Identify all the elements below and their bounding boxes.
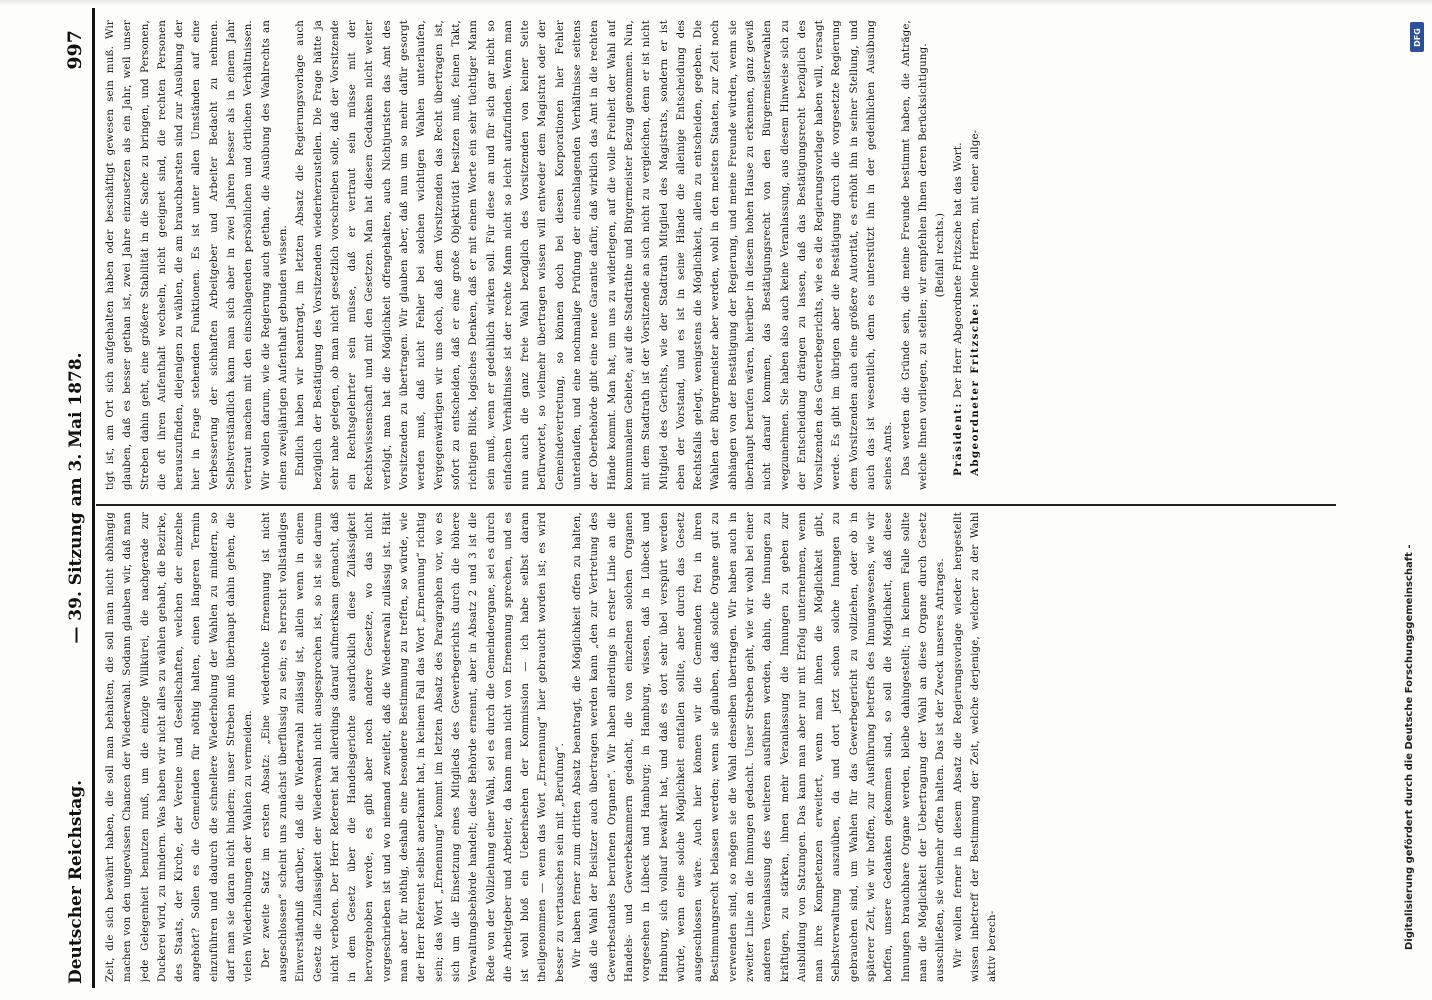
- page-header: [62, 8, 95, 988]
- right-paragraph-2: Endlich haben wir beantragt, im letzten Absatz die Regierungsvorlage auch bezüglich der Bestätigung des Vorsitzenden wiederherzustellen. Die Frage hätte ja sehr nahe gelegen, ob man nicht gesetzlich vorschreiben solle, daß der Vorsitzende ein Rechtsgelehrter sein müsse, daß er vertraut sein müsse mit der Rechtswissenschaft und mit den Gesetzen. Man hat diesen Gedanken nicht weiter verfolgt, man hat die Möglichkeit offengehalten, auch Nichtjuristen das Amt des Vorsitzenden zu übertragen. Wir glauben aber, daß nun um so mehr dafür gesorgt werden muß, daß nicht Fehler bei solchen wichtigen Wahlen unterlaufen, Vergegenwärtigen wir uns doch, daß dem Vorsitzenden das Recht übertragen ist, sofort zu entscheiden, daß er eine große Objektivität besitzen muß, feinen Takt, richtigen Blick, logisches Denken, daß er mit einem Worte ein sehr tüchtiger Mann sein muß, wenn er gedeihlich wirken soll. Für diese an und für sich gar nicht so einfachen Verhältnisse ist der rechte Mann nicht so leicht aufzufinden. Wenn man nun auch die ganz freie Wahl bezüglich des Vorsitzenden von keiner Seite befürwortet, so vielmehr übertragen wissen will entweder dem Magistrat oder der Gemeindevertretung, so können doch bei diesen Korporationen hier Fehler unterlaufen, und eine nochmalige Prüfung der einschlagenden Verhältnisse seitens der Oberbehörde gibt eine neue Garantie dafür, daß wirklich das Amt in die rechten Hände kommt. Man hat, um uns zu widerlegen, auf die volle Freiheit der Wahl auf kommunalem Gebiete, auf die Stadträthe und Bürgermeister Bezug genommen. Nun, mit dem Stadtrath ist der Vorsitzende an sich nicht zu vergleichen, denn er ist nicht Mitglied des Gerichts, wie der Stadtrath Mitglied des Magistrats, sondern er ist eben der Vorstand, und es ist in seine Hände die alleinige Entscheidung des Rechtsfalls gelegt, wenigstens die Möglichkeit, allein zu entscheiden, gegeben. Die Wahlen der Bürgermeister aber werden, wohl in den meisten Staaten, zur Zeit noch abhängen von der Bestätigung der Regierung, und meine Freunde würden, wenn sie überhaupt berufen wären, hierüber in diesem hohen Hause zu erkennen, ganz gewiß nicht darauf kommen, das Bestätigungsrecht von den Bürgermeisterwahlen wegzunehmen. Sie haben also auch keine Veranlassung, aus diesem Hinweise sich zu der Entscheidung drängen zu lassen, daß das Bestätigungsrecht bezüglich des Vorsitzenden des Gewerbegerichts, wie es die Regierungsvorlage haben will, versagt werde. Es gibt im übrigen aber die Bestätigung durch die vorgesetzte Regierung dem Vorsitzenden auch eine größere Autorität, es erhöht ihn in seiner Stellung, und auch das ist wesentlich, denn es unterstützt ihn in der gedeihlichen Ausübung seines Amts.: [295, 20, 895, 490]
- left-paragraph-4: Wir wollen ferner in diesem Absatz die Regierungsvorlage wieder hergestellt wissen inbetreff der Bestimmung der Zeit, welche derjenige, welcher zu der Wahl aktiv berech-: [952, 512, 999, 982]
- dfg-logo-text: DFG: [1412, 27, 1422, 47]
- president-text: Der Herr Abgeordnete Fritzsche hat das Wort.: [952, 142, 964, 398]
- left-paragraph-1: Zeit, die sich bewährt haben, die soll man behalten, die soll man nicht abhängig machen von den ungewissen Chancen der Wiederwahl. Sodann glauben wir, daß man jede Gelegenheit benutzen muß, um die einzige Willkürei, die nachgerade zur Duckerei wird, zu mindern. Was haben wir nicht alles zu wählen gehabt, die Bezirke, des Staats, der Kirche, der Vereine und Gesellschaften, welchen der einzelne angehört? Sollen es die Gemeinden für nöthig halten, einen längeren Termin einzuführen und dadurch die schnellere Wiederholung der Wahlen zu mindern, so darf man sie daran nicht hindern; unser Streben muß überhaupt dahin gehen, die vielen Wiederholungen der Wahlen zu vermeiden.: [105, 512, 255, 982]
- header-publication: Deutscher Reichstag.: [66, 779, 86, 984]
- applause-note: (Beifall rechts.): [935, 212, 947, 298]
- column-divider: [96, 504, 1336, 506]
- right-paragraph-1: tigt ist, am Ort sich aufgehalten haben oder beschäftigt gewesen sein muß. Wir glauben, daß es besser gethan ist, zwei Jahre einzusetzen als ein Jahr, weil unser Streben dahin geht, eine größere Stabilität in die Sache zu bringen, und Personen, die oft ihren Aufenthalt wechseln, nicht geeignet sind, die rechten Personen herauszufinden, diejenigen zu wählen, die am brauchbarsten sind zur Ausübung der hier in Frage stehenden Funktionen. Es ist unter allen Umständen auf eine Verbesserung der sichhaften Arbeitgeber und Arbeiter Bedacht zu nehmen. Selbstverständlich kann man sich aber in zwei Jahren besser als in einem Jahr vertraut machen mit den einschlagenden persönlichen und örtlichen Verhältnissen. Wir wollen darum, wie die Regierung auch gethan, die Ausübung des Wahlrechts an einen zweijährigen Aufenthalt gebunden wissen.: [105, 20, 289, 490]
- header-session: — 39. Sitzung am 3. Mai 1878.: [66, 352, 86, 644]
- left-paragraph-2: Der zweite Satz im ersten Absatz: „Eine wiederholte Ernennung ist nicht ausgeschlossen“ scheint uns zunächst überflüssig zu sein; es herrscht vollständiges Einverständniß darüber, daß die Wiederwahl zulässig ist, allein wenn in einem Gesetz die Zulässigkeit der Wiederwahl nicht ausgesprochen ist, so ist sie darum nicht verboten. Der Herr Referent hat allerdings darauf aufmerksam gemacht, daß in dem Gesetz über die Handelsgerichte ausdrücklich diese Zulässigkeit hervorgehoben werde, es gibt aber noch andere Gesetze, wo das nicht vorgeschrieben ist und wo niemand zweifelt, daß die Wiederwahl zulässig ist. Hält man aber für nöthig, deshalb eine besondere Bestimmung zu treffen, so würde, wie der Herr Referent selbst anerkannt hat, in keinem Fall das Wort „Ernennung“ richtig sein; das Wort „Ernennung“ kommt im letzten Absatz des Paragraphen vor, wo es sich um die Einsetzung eines Mitglieds des Gewerbegerichts durch die höhere Verwaltungsbehörde handelt; diese Behörde ernennt, aber in Absatz 2 und 3 ist die Rede von der Vollziehung einer Wahl, sei es durch die Gemeindeorgane, sei es durch die Arbeitgeber und Arbeiter, da kann man nicht von Ernennung sprechen, und es ist wohl bloß ein Ueberhsehen der Kommission — ich habe selbst daran theilgenommen — wenn das Wort „Ernennung“ hier gebraucht worden ist; es wird besser zu vertauschen sein mit „Berufung“.: [260, 512, 566, 982]
- right-column: [102, 20, 1332, 490]
- digitization-note: Digitalisierung gefördert durch die Deutsche Forschungsgemeinschaft -: [1404, 544, 1415, 950]
- deputy-statement: [967, 20, 984, 490]
- digitization-sidebar: [1404, 20, 1426, 960]
- right-paragraph-3: Das werden die Gründe sein, die meine Freunde bestimmt haben, die Anträge, welche Ihnen vorliegen, zu stellen; wir empfehlen Ihnen deren Berücksichtigung.: [900, 20, 929, 490]
- deputy-label: Abgeordneter Fritzsche:: [968, 302, 981, 476]
- president-statement: [950, 20, 967, 490]
- left-paragraph-3: Wir haben ferner zum dritten Absatz beantragt, die Möglichkeit offen zu halten, daß die Wahl der Beisitzer auch übertragen werden kann „den zur Vertretung des Gewerbestandes berufenen Organen“. Wir haben allerdings in erster Linie an die Handels- und Gewerbekammern gedacht, die von einzelnen solchen Organen vorgesehen in Lübeck und Hamburg; in Hamburg, wissen, daß in Lübeck und Hamburg, sich vollauf bewährt hat, und daß es dort sehr übel verspürt werden würde, wenn eine solche Möglichkeit entfallen sollte, aber durch das Gesetz ausgeschlossen wäre. Auch hier können wir die Gemeinden frei in ihren Bestimmungsrecht belassen werden; wenn sie glauben, daß solche Organe gut zu verwenden sind, so mögen sie die Wahl denselben übertragen. Wir haben auch in zweiter Linie an die Innungen gedacht. Unser Streben geht, wie wir wohl bei einer anderen Veranlassung des weiteren ausführen werden, dahin, die Innungen zu kräftigen, zu stärken, ihnen mehr Veranlassung die Innungen zu geben zur Ausbildung von Satzungen. Das kann man aber nur mit Erfolg unternehmen, wenn man ihre Kompetenzen erweitert, wenn man ihnen die Möglichkeit gibt, Selbstverwaltung auszuüben, da und dort jetzt schon solche Innungen zu gebrauchen sind, um Wahlen für das Gewerbegericht zu vollziehen, oder ob in späterer Zeit, wie wir hoffen, zur Ausführung betreffs des Innungswesens, wie wir hoffen, unsere Gedanken gekommen sind, so soll die Möglichkeit, daß diese Innungen brauchbare Organe werden, bleibe dahingestellt; in keinem Falle sollte man die Möglichkeit der Uebertragung der Wahl an diese Organe durch Gesetz ausschließen, sie vielmehr offen halten. Das ist der Zweck unseres Antrages.: [572, 512, 947, 982]
- page-number: 997: [64, 30, 86, 70]
- deputy-text: Meine Herren, mit einer allge-: [969, 129, 981, 298]
- president-label: Präsident:: [951, 402, 964, 476]
- left-column: [102, 512, 1332, 982]
